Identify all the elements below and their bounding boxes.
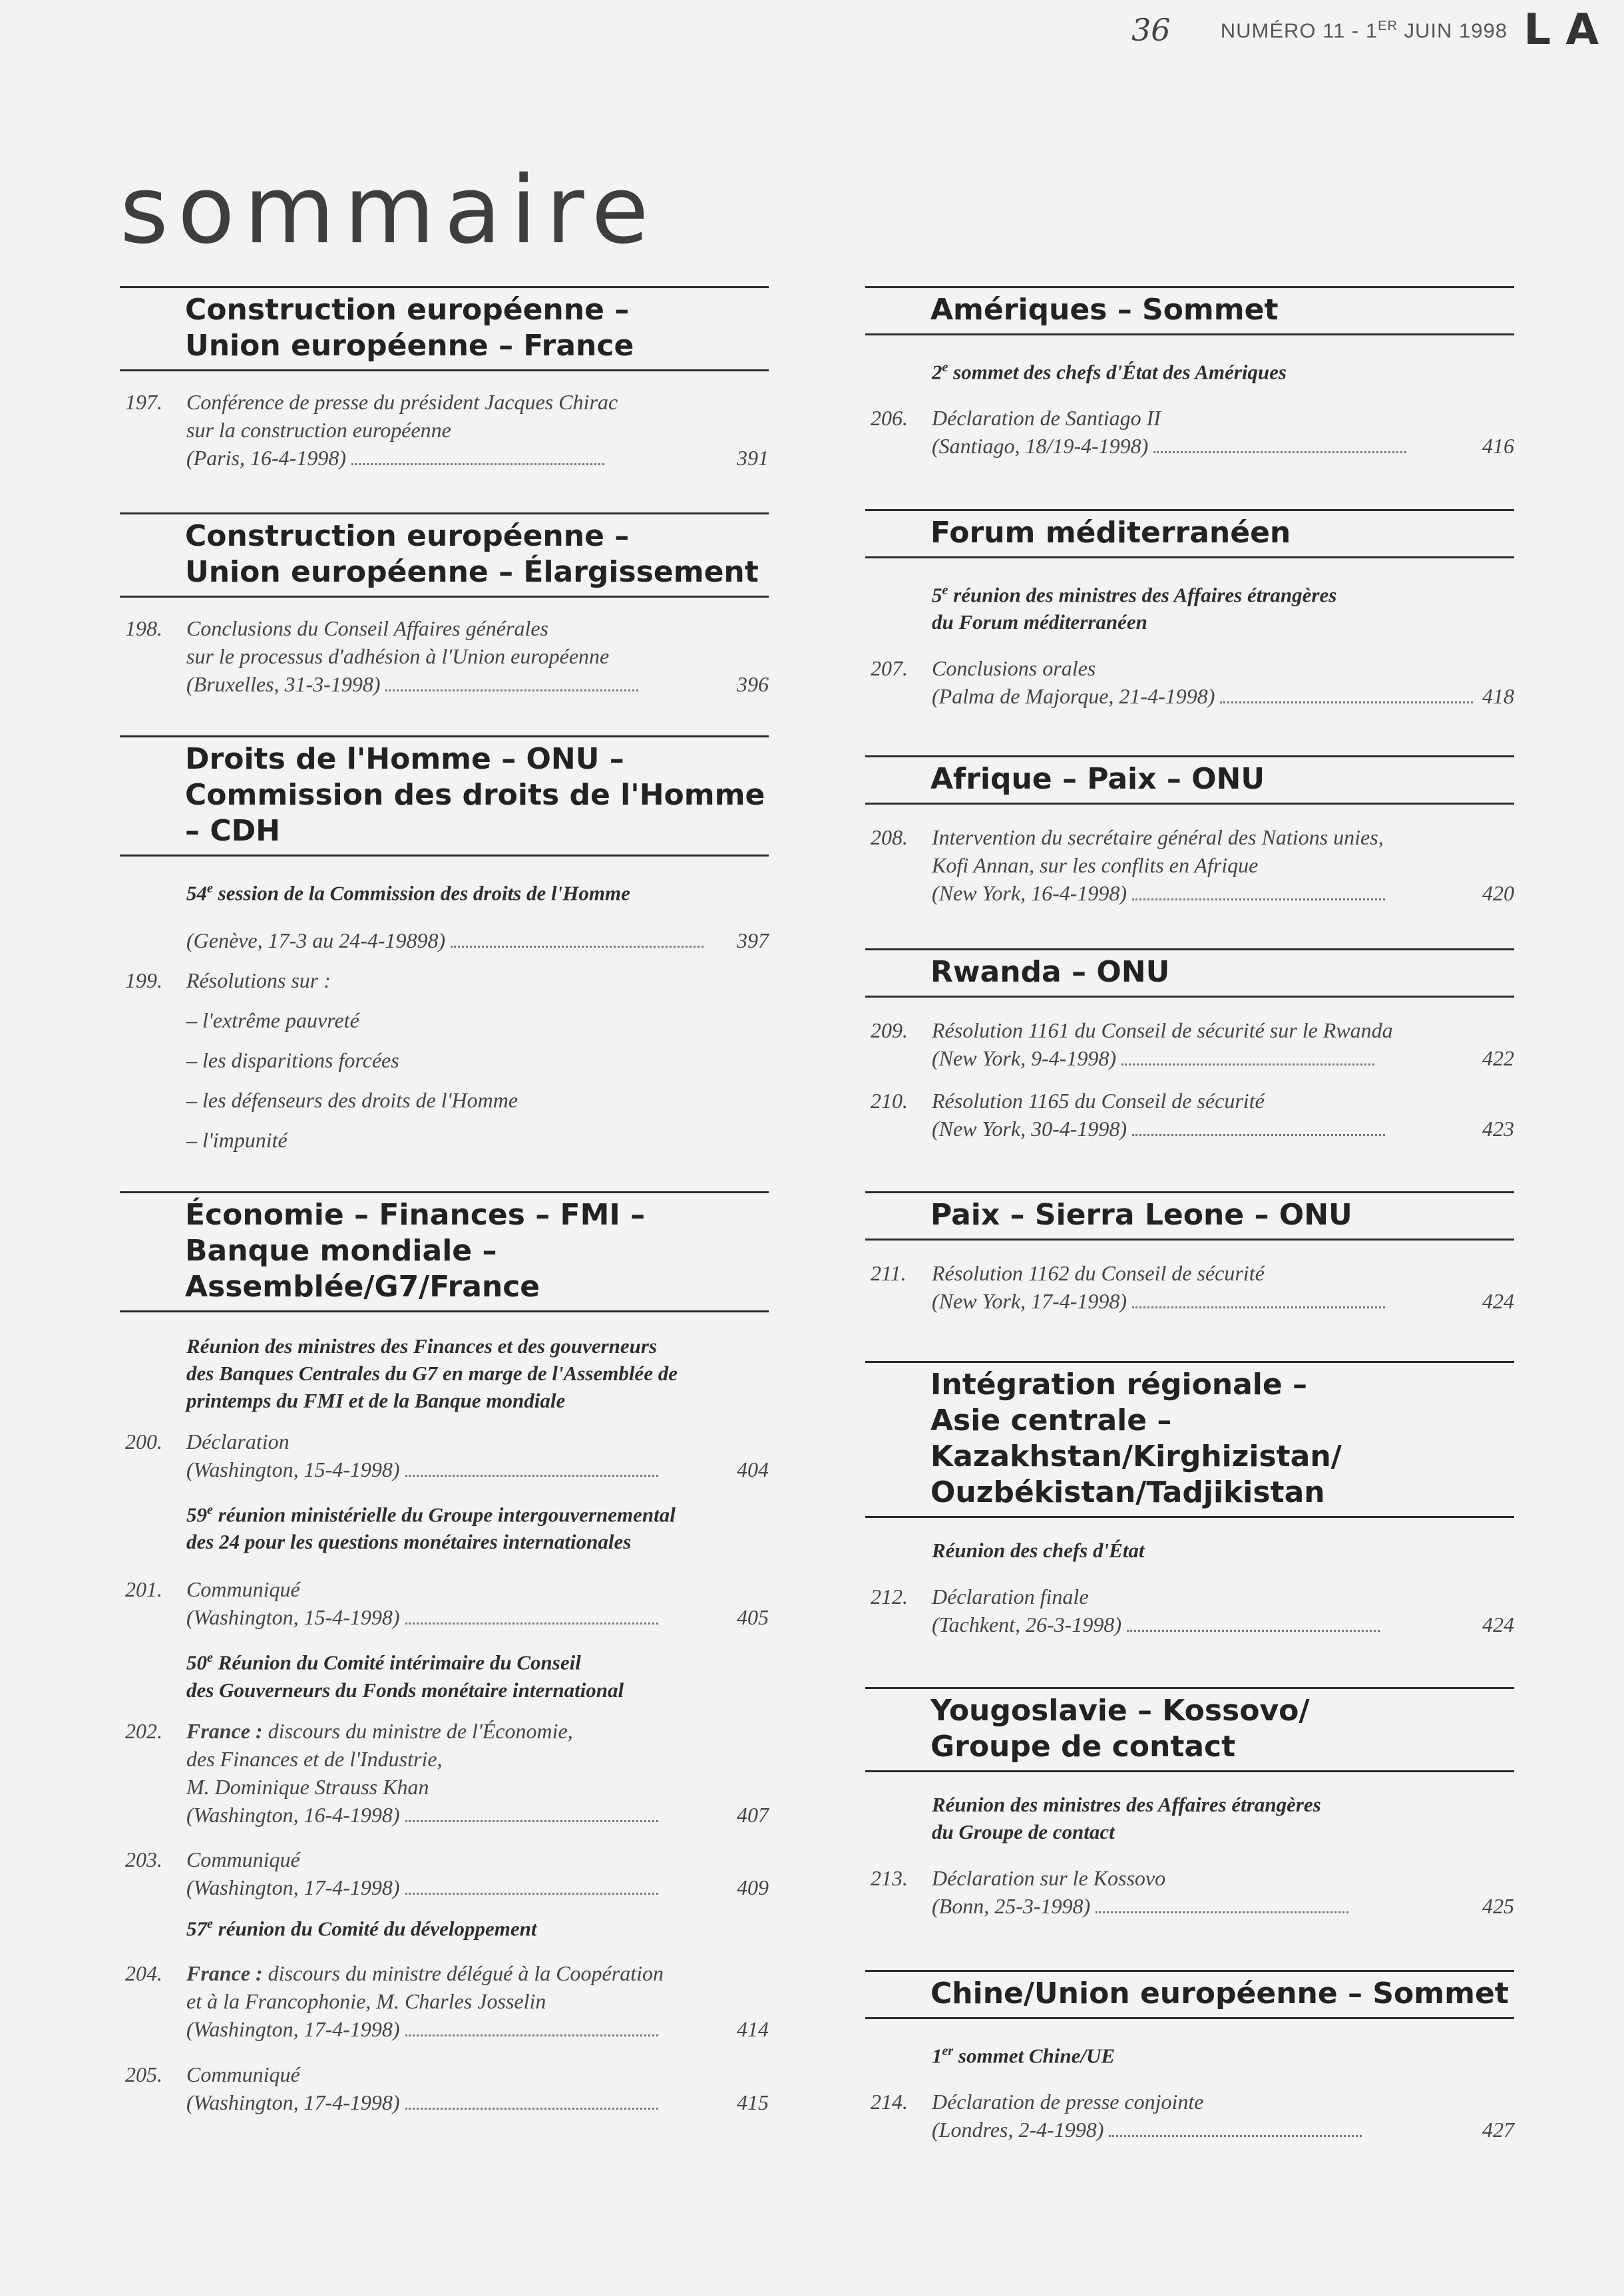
dot-leader	[405, 1623, 658, 1625]
entry-line: Résolution 1162 du Conseil de sécurité	[932, 1261, 1265, 1285]
page-number: 414	[737, 2016, 769, 2041]
section-heading-line: Forum méditerranéen	[930, 516, 1291, 550]
section-heading-line: Amériques – Sommet	[930, 293, 1279, 327]
toc-entry	[865, 1864, 1514, 1920]
meeting-subhead-line	[932, 577, 1514, 608]
entry-last-line	[186, 2088, 769, 2116]
meeting-subhead-line	[186, 1497, 769, 1528]
section-heading	[865, 755, 1514, 805]
dot-leader	[351, 463, 604, 465]
entry-number: 209.	[871, 1018, 908, 1042]
toc-entry	[120, 1428, 769, 1483]
section	[120, 286, 769, 472]
entry-body	[186, 1845, 769, 1901]
section-heading-line: Union européenne – Élargissement	[185, 555, 759, 589]
entry-line: Déclaration de Santiago II	[932, 406, 1161, 431]
meeting-subhead	[186, 1497, 769, 1555]
toc-entry	[865, 1259, 1514, 1315]
entry-number: 212.	[871, 1585, 908, 1609]
toc-entry	[120, 926, 769, 954]
meeting-subhead	[932, 354, 1514, 385]
section-heading-line: Chine/Union européenne – Sommet	[930, 1977, 1509, 2010]
entry-line: Intervention du secrétaire général des Nations unies,	[932, 825, 1384, 849]
entry-place-date: (Genève, 17-3 au 24-4-19898)	[186, 928, 446, 953]
entry-line: Déclaration finale	[932, 1585, 1089, 1609]
page-number: 397	[737, 928, 769, 953]
section-heading-line: Groupe de contact	[930, 1730, 1236, 1764]
issue-info	[1221, 19, 1508, 43]
entry-number: 214.	[871, 2090, 908, 2114]
ordinal-num: 2	[932, 360, 942, 384]
section-heading-line: – CDH	[185, 814, 280, 848]
entry-line: Résolutions sur :	[186, 968, 331, 993]
section-heading-line: Construction européenne –	[185, 293, 630, 327]
entry-line: Déclaration	[186, 1430, 290, 1453]
toc-entry	[865, 654, 1514, 710]
entry-line: et à la Francophonie, M. Charles Josselin	[186, 1989, 546, 2013]
entry-line: Kofi Annan, sur les conflits en Afrique	[932, 853, 1259, 877]
meeting-subhead	[186, 1911, 769, 1942]
entry-line: Résolution 1165 du Conseil de sécurité	[932, 1089, 1265, 1113]
meeting-subhead-line	[932, 2038, 1514, 2069]
entry-number: 213.	[871, 1866, 908, 1890]
entry-last-line	[932, 1611, 1514, 1638]
section-heading-line: Paix – Sierra Leone – ONU	[930, 1198, 1352, 1232]
entry-body	[932, 1583, 1514, 1638]
entry-body	[932, 1087, 1514, 1143]
meeting-subhead-line: des Banques Centrales du G7 en marge de l'Assemblée de	[186, 1362, 678, 1385]
handwritten-number: 36	[1131, 12, 1171, 48]
toc-entry	[120, 1717, 769, 1829]
page-number: 396	[737, 672, 769, 696]
entry-number: 208.	[871, 825, 908, 849]
entry-place-date: (Washington, 15-4-1998)	[186, 1457, 400, 1481]
entry-last-line	[186, 1801, 769, 1829]
entry-number: 211.	[871, 1261, 907, 1285]
resolution-item: – l'extrême pauvreté	[186, 1008, 359, 1033]
entry-line: sur la construction européenne	[186, 418, 451, 442]
entry-line: Communiqué	[186, 1577, 300, 1602]
toc-entry	[120, 1575, 769, 1631]
section-heading-line: Assemblée/G7/France	[185, 1270, 540, 1304]
page-number: 418	[1482, 684, 1514, 709]
entry-number: 203.	[125, 1847, 162, 1871]
entry-body	[186, 1428, 769, 1483]
section-heading-line: Intégration régionale –	[930, 1368, 1308, 1402]
ordinal-sup: er	[942, 2044, 954, 2058]
entry-place-date: (Tachkent, 26-3-1998)	[932, 1613, 1121, 1636]
section-heading	[120, 286, 769, 371]
meeting-subhead	[932, 2038, 1514, 2069]
entry-number: 206.	[871, 406, 908, 431]
entry-last-line	[932, 1892, 1514, 1920]
entry-number: 197.	[125, 390, 162, 414]
entry-body	[932, 1259, 1514, 1315]
entry-place-date: (Londres, 2-4-1998)	[932, 2118, 1104, 2142]
section	[865, 1191, 1514, 1315]
section-heading	[865, 1191, 1514, 1241]
page-number: 424	[1482, 1289, 1514, 1313]
resolution-item: – l'impunité	[186, 1128, 288, 1153]
entry-body	[186, 1717, 769, 1829]
entry-body	[932, 823, 1514, 907]
toc-entry	[865, 404, 1514, 460]
section-heading-line: Kazakhstan/Kirghizistan/	[930, 1439, 1342, 1473]
entry-number: 204.	[125, 1961, 162, 1985]
section	[865, 1687, 1514, 1920]
page-number: 422	[1482, 1046, 1514, 1070]
entry-line: Conclusions orales	[932, 656, 1096, 681]
meeting-subhead-line: printemps du FMI et de la Banque mondiale	[186, 1389, 566, 1412]
ordinal-sup: e	[207, 1503, 213, 1517]
entry-last-line	[932, 1115, 1514, 1143]
toc-entry	[120, 2060, 769, 2116]
meeting-subhead	[932, 1537, 1514, 1564]
entry-last-line	[186, 444, 769, 472]
entry-body	[186, 614, 769, 698]
entry-place-date: (New York, 17-4-1998)	[932, 1289, 1127, 1313]
entry-place-date: (Washington, 17-4-1998)	[186, 2016, 400, 2041]
dot-leader	[405, 2108, 658, 2110]
entry-place-date: (New York, 30-4-1998)	[932, 1117, 1127, 1141]
entry-body	[186, 926, 769, 954]
section-heading-line: Droits de l'Homme – ONU –	[185, 742, 624, 776]
entry-line: sur le processus d'adhésion à l'Union européenne	[186, 644, 610, 668]
entry-number: 201.	[125, 1577, 162, 1602]
entry-last-line	[186, 1873, 769, 1901]
ordinal-rest: sommet des chefs d'État des Amériques	[948, 360, 1287, 384]
section	[865, 755, 1514, 907]
section	[120, 1191, 769, 2116]
dot-leader	[405, 1893, 658, 1895]
entry-line: Résolution 1161 du Conseil de sécurité sur le Rwanda	[932, 1018, 1393, 1042]
section-heading-line: Union européenne – France	[185, 329, 634, 363]
meeting-subhead-line	[932, 354, 1514, 385]
meeting-subhead-line: des 24 pour les questions monétaires internationales	[186, 1530, 632, 1554]
section-heading	[865, 1687, 1514, 1772]
entry-body	[932, 2088, 1514, 2144]
page-number: 405	[737, 1605, 769, 1630]
page-number: 416	[1482, 434, 1514, 459]
entry-number: 199.	[125, 968, 162, 993]
entry-last-line	[932, 1044, 1514, 1072]
entry-body	[186, 1575, 769, 1631]
toc-entry	[865, 1087, 1514, 1143]
ordinal-rest: réunion des ministres des Affaires étrangères	[948, 583, 1337, 607]
toc-entry	[865, 823, 1514, 907]
page-number: 391	[737, 446, 769, 470]
section-heading-line: Ouzbékistan/Tadjikistan	[930, 1475, 1325, 1509]
entry-place-date: (Palma de Majorque, 21-4-1998)	[932, 684, 1215, 709]
entry-number: 210.	[871, 1089, 908, 1113]
entry-body	[932, 654, 1514, 710]
entry-body	[932, 1016, 1514, 1072]
entry-number: 202.	[125, 1718, 162, 1743]
ordinal-num: 57	[186, 1916, 207, 1940]
page-number: 404	[737, 1457, 769, 1481]
section-heading	[120, 1191, 769, 1312]
section	[865, 286, 1514, 460]
entry-place-date: (Bruxelles, 31-3-1998)	[186, 672, 381, 696]
meeting-subhead-line	[186, 875, 769, 906]
ordinal-num: 5	[932, 583, 942, 607]
entry-place-date: (Washington, 15-4-1998)	[186, 1605, 400, 1630]
entry-last-line	[932, 879, 1514, 907]
section-heading-line: Économie – Finances – FMI –	[185, 1198, 646, 1232]
ordinal-sup: e	[942, 583, 948, 598]
page-number: 407	[737, 1802, 769, 1827]
toc-entry	[120, 966, 769, 994]
ordinal-rest: réunion ministérielle du Groupe intergouvernemental	[212, 1503, 676, 1527]
ordinal-rest: sommet Chine/UE	[953, 2044, 1116, 2068]
ordinal-sup: e	[207, 1650, 213, 1666]
meeting-subhead-line: Réunion des chefs d'État	[932, 1539, 1145, 1562]
page-number: 424	[1482, 1613, 1514, 1636]
entry-place-date: (New York, 9-4-1998)	[932, 1046, 1117, 1070]
ordinal-num: 59	[186, 1503, 207, 1527]
entry-last-line	[932, 682, 1514, 710]
entry-line: Conclusions du Conseil Affaires générales	[186, 616, 548, 640]
section-heading	[865, 1361, 1514, 1518]
page-number: 409	[737, 1875, 769, 1899]
issue-number: NUMÉRO 11 - 1	[1220, 19, 1378, 43]
meeting-subhead-line: Réunion des ministres des Finances et des gouverneurs	[186, 1334, 658, 1358]
meeting-subhead	[186, 1644, 769, 1703]
dot-leader	[405, 1820, 658, 1822]
toc-entry	[865, 1583, 1514, 1638]
entry-last-line	[932, 1287, 1514, 1315]
entry-body	[932, 1864, 1514, 1920]
dot-leader	[1096, 1911, 1348, 1913]
dot-leader	[1153, 451, 1406, 453]
dot-leader	[1127, 1630, 1380, 1632]
entry-number: 200.	[125, 1430, 162, 1453]
entry-last-line	[186, 670, 769, 698]
dot-leader	[405, 1475, 658, 1477]
section-heading-line: Rwanda – ONU	[930, 955, 1170, 989]
toc-entry	[865, 2088, 1514, 2144]
section-heading	[865, 1970, 1514, 2019]
entry-last-line	[186, 2015, 769, 2043]
section-heading	[120, 735, 769, 857]
entry-number: 198.	[125, 616, 162, 640]
entry-title: discours du ministre de l'Économie,	[262, 1718, 573, 1743]
meeting-subhead-line	[186, 1911, 769, 1942]
section-heading-line: Banque mondiale –	[185, 1234, 497, 1268]
entry-line: Communiqué	[186, 2062, 300, 2086]
entry-body	[186, 2060, 769, 2116]
section	[865, 1361, 1514, 1638]
page-number: 425	[1482, 1894, 1514, 1918]
toc-entry	[120, 388, 769, 472]
meeting-subhead	[932, 1791, 1514, 1845]
entry-place-date: (Paris, 16-4-1998)	[186, 446, 346, 470]
section	[865, 509, 1514, 710]
ordinal-num: 54	[186, 881, 207, 905]
entry-country: France :	[186, 1961, 263, 1985]
entry-body	[186, 388, 769, 472]
dot-leader	[1109, 2135, 1362, 2137]
page-number: 423	[1482, 1117, 1514, 1141]
section	[120, 512, 769, 698]
entry-last-line	[932, 2116, 1514, 2144]
entry-place-date: (Washington, 17-4-1998)	[186, 1875, 400, 1899]
section-heading-line: Construction européenne –	[185, 519, 630, 553]
ordinal-rest: réunion du Comité du développement	[212, 1916, 537, 1940]
dot-leader	[385, 689, 638, 691]
meeting-subhead-line: du Forum méditerranéen	[932, 610, 1147, 634]
section-heading-line: Commission des droits de l'Homme	[185, 778, 765, 812]
section-heading	[865, 948, 1514, 998]
dot-leader	[1121, 1063, 1374, 1065]
section	[865, 1970, 1514, 2144]
ordinal-num: 1	[932, 2044, 942, 2068]
entry-last-line	[186, 926, 769, 954]
entry-line	[186, 1717, 769, 1745]
page-title: sommaire	[120, 156, 658, 265]
toc-entry	[120, 614, 769, 698]
meeting-subhead	[186, 1332, 769, 1414]
issue-date: JUIN 1998	[1404, 19, 1508, 43]
page-number: 427	[1482, 2118, 1514, 2142]
entry-line	[186, 1959, 769, 1987]
page-number: 420	[1482, 881, 1514, 905]
section	[865, 948, 1514, 1143]
entry-last-line	[186, 1603, 769, 1631]
section	[120, 735, 769, 1154]
meeting-subhead	[186, 875, 769, 906]
entry-line: Conférence de presse du président Jacques Chirac	[186, 390, 618, 414]
meeting-subhead-line	[186, 1644, 769, 1676]
resolution-item: – les disparitions forcées	[186, 1048, 399, 1073]
section-heading	[865, 286, 1514, 335]
corner-mark: L A	[1523, 5, 1599, 55]
section-heading	[865, 509, 1514, 558]
meeting-subhead-line: Réunion des ministres des Affaires étrangères	[932, 1793, 1321, 1816]
section-heading-line: Asie centrale –	[930, 1404, 1172, 1437]
ordinal-sup: e	[207, 1916, 213, 1931]
section-heading-line: Yougoslavie – Kossovo/	[930, 1694, 1310, 1728]
entry-last-line	[932, 432, 1514, 460]
page-number: 415	[737, 2090, 769, 2114]
entry-line: M. Dominique Strauss Khan	[186, 1774, 429, 1799]
meeting-subhead-line: du Groupe de contact	[932, 1820, 1115, 1843]
section-heading-line: Afrique – Paix – ONU	[930, 762, 1265, 796]
dot-leader	[1132, 1134, 1385, 1136]
toc-entry	[120, 1959, 769, 2043]
entry-line: Déclaration de presse conjointe	[932, 2090, 1204, 2114]
dot-leader	[1132, 898, 1385, 900]
dot-leader	[1220, 701, 1473, 703]
section-heading	[120, 512, 769, 598]
entry-body	[186, 1959, 769, 2043]
entry-place-date: (Washington, 16-4-1998)	[186, 1802, 400, 1827]
dot-leader	[405, 2034, 658, 2036]
entry-title: discours du ministre délégué à la Coopération	[262, 1961, 664, 1985]
entry-place-date: (Bonn, 25-3-1998)	[932, 1894, 1091, 1918]
entry-place-date: (Washington, 17-4-1998)	[186, 2090, 400, 2114]
entry-line: Déclaration sur le Kossovo	[932, 1866, 1166, 1890]
toc-entry	[865, 1016, 1514, 1072]
entry-line: Communiqué	[186, 1847, 300, 1871]
toc-entry	[120, 1845, 769, 1901]
meeting-subhead-line: des Gouverneurs du Fonds monétaire international	[186, 1678, 624, 1702]
meeting-subhead	[932, 577, 1514, 636]
entry-number: 205.	[125, 2062, 162, 2086]
ordinal-num: 50	[186, 1650, 207, 1674]
ordinal-rest: session de la Commission des droits de l'Homme	[212, 881, 630, 905]
entry-last-line	[186, 1455, 769, 1483]
dot-leader	[1132, 1306, 1385, 1308]
entry-country: France :	[186, 1718, 263, 1743]
dot-leader	[451, 946, 704, 948]
resolution-item: – les défenseurs des droits de l'Homme	[186, 1088, 518, 1113]
ordinal-rest: Réunion du Comité intérimaire du Conseil	[212, 1650, 581, 1674]
entry-place-date: (New York, 16-4-1998)	[932, 881, 1127, 905]
issue-sup: ER	[1378, 19, 1398, 33]
entry-place-date: (Santiago, 18/19-4-1998)	[932, 434, 1149, 459]
entry-body	[932, 404, 1514, 460]
ordinal-sup: e	[942, 360, 948, 375]
ordinal-sup: e	[207, 881, 213, 896]
entry-number: 207.	[871, 656, 908, 681]
entry-line: des Finances et de l'Industrie,	[186, 1746, 443, 1771]
